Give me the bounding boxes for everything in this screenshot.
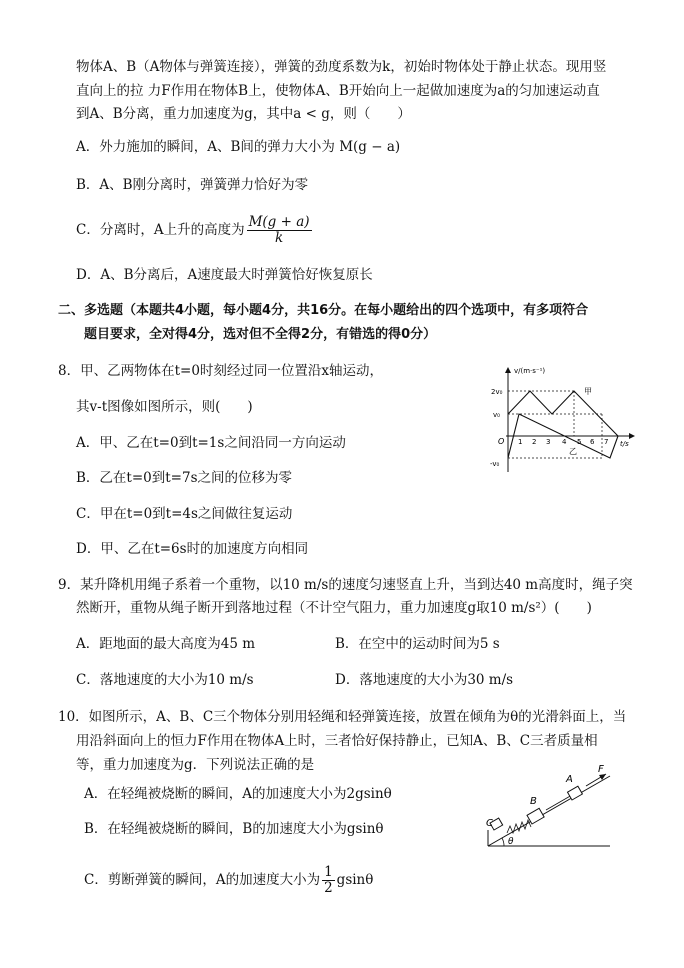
q9-stem-line2: 然断开，重物从绳子断开到落地过程（不计空气阻力，重力加速度g取10 m/s²）( ) [76, 600, 592, 616]
q8-option-a: A．甲、乙在t=0到t=1s之间沿同一方向运动 [76, 435, 346, 451]
incline-slope [488, 776, 610, 846]
graph-xtick-3: 3 [546, 438, 551, 446]
q10-option-c-text: C．剪断弹簧的瞬间，A的加速度大小为 [84, 872, 321, 888]
q10-stem-line1: 10．如图所示，A、B、C三个物体分别用轻绳和轻弹簧连接，放置在倾角为θ的光滑斜面上，当 [58, 709, 627, 725]
q10-option-b: B．在轻绳被烧断的瞬间，B的加速度大小为gsinθ [84, 821, 384, 837]
graph-xtick-7: 7 [604, 438, 609, 446]
q7-option-c-text: C．分离时，A上升的高度为 [76, 222, 245, 238]
q7-option-c [76, 212, 314, 248]
q10-option-c-denominator: 2 [324, 880, 333, 896]
graph-xtick-5: 5 [577, 438, 582, 446]
graph-xtick-2: 2 [532, 438, 537, 446]
q10-option-c [84, 862, 373, 898]
graph-label-jia: 甲 [584, 387, 592, 396]
section2-heading-line2: 题目要求，全对得4分，选对但不全得2分，有错选的得0分） [84, 327, 437, 342]
incline-diagram [480, 760, 620, 852]
graph-ylabel: v/(m·s⁻¹) [514, 367, 546, 375]
q7-option-c-fraction [247, 215, 312, 246]
q9-option-c: C．落地速度的大小为10 m/s [76, 672, 254, 688]
block-a [568, 786, 583, 800]
incline-theta: θ [508, 837, 514, 847]
q10-option-c-numerator: 1 [324, 864, 333, 880]
graph-xlabel: t/s [620, 440, 629, 448]
q7-option-b: B．A、B刚分离时，弹簧弹力恰好为零 [76, 177, 309, 193]
q7-stem-line2: 直向上的拉 力F作用在物体B上，使物体A、B开始向上一起做加速度为a的匀加速运动直 [76, 83, 600, 99]
rope [546, 795, 572, 810]
q10-option-c-fraction [322, 865, 335, 896]
q9-stem-line1: 9．某升降机用绳子系着一个重物，以10 m/s的速度匀速竖直上升，当到达40 m高度时，绳子突 [58, 577, 633, 593]
q8-option-d: D．甲、乙在t=6s时的加速度方向相同 [76, 541, 309, 557]
q7-option-d: D．A、B分离后，A速度最大时弹簧恰好恢复原长 [76, 267, 373, 283]
q7-stem-line3: 到A、B分离，重力加速度为g，其中a < g，则（ ） [76, 106, 411, 122]
graph-xtick-4: 4 [562, 438, 567, 446]
q10-stem-line3: 等，重力加速度为g．下列说法正确的是 [76, 757, 315, 773]
q10-stem-line2: 用沿斜面向上的恒力F作用在物体A上时，三者恰好保持静止，已知A、B、C三者质量相 [76, 733, 598, 749]
graph-tick-neg-v0: -v₀ [490, 460, 500, 468]
incline-angle-arc [502, 838, 504, 846]
graph-origin: O [498, 437, 505, 446]
vt-graph [484, 362, 644, 474]
graph-xtick-6: 6 [590, 438, 595, 446]
label-b: B [530, 796, 537, 807]
q9-option-b: B．在空中的运动时间为5 s [335, 636, 500, 652]
spring [507, 820, 531, 833]
label-a: A [566, 774, 573, 785]
q8-stem-line1: 8．甲、乙两物体在t=0时刻经过同一位置沿x轴运动， [58, 363, 384, 379]
graph-line-jia [508, 391, 618, 436]
graph-label-yi: 乙 [569, 447, 577, 456]
section2-heading-line1: 二、多选题（本题共4小题，每小题4分，共16分。在每小题给出的四个选项中，有多项符合 [58, 303, 589, 318]
graph-tick-2v0: 2v₀ [491, 388, 503, 396]
q7-option-c-denominator: k [274, 230, 284, 246]
graph-xtick-1: 1 [518, 438, 523, 446]
q8-stem-line2: 其v-t图像如图所示，则( ) [76, 399, 253, 415]
q7-stem-line1: 物体A、B（A物体与弹簧连接），弹簧的劲度系数为k，初始时物体处于静止状态。现用竖 [76, 59, 607, 75]
label-c: C [486, 818, 493, 829]
q9-option-d: D．落地速度的大小为30 m/s [335, 672, 514, 688]
q7-option-a: A．外力施加的瞬间，A、B间的弹力大小为 M(g − a) [76, 139, 401, 155]
q8-option-b: B．乙在t=0到t=7s之间的位移为零 [76, 470, 292, 486]
q10-option-a: A．在轻绳被烧断的瞬间，A的加速度大小为2gsinθ [84, 786, 392, 802]
graph-tick-v0: v₀ [493, 411, 500, 419]
q8-option-c: C．甲在t=0到t=4s之间做往复运动 [76, 506, 293, 522]
q7-option-c-numerator: M(g + a) [248, 214, 310, 230]
label-f: F [598, 764, 604, 775]
q10-option-c-suffix: gsinθ [336, 872, 374, 888]
q9-option-a: A．距地面的最大高度为45 m [76, 636, 256, 652]
